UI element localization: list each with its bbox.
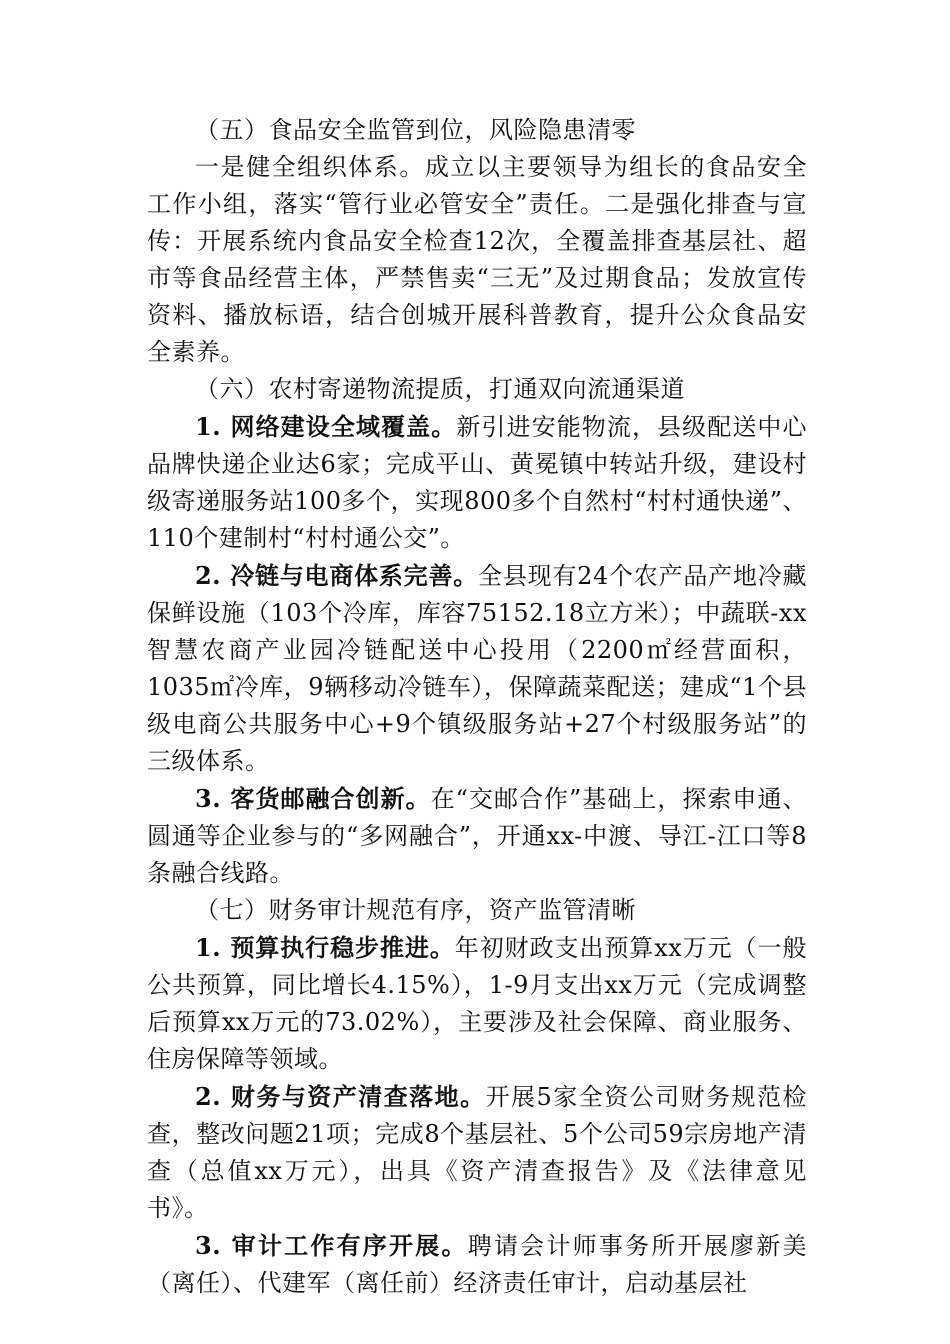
item-body: 在“交邮合作”基础上，探索申通、圆通等企业参与的“多网融合”，开通xx-中渡、导江-江口等8条融合线路。 — [147, 785, 807, 887]
item-body: 聘请会计师事务所开展廖新美（离任）、代建军（离任前）经济责任审计，启动基层社 — [147, 1232, 807, 1297]
section-5-heading: （五）食品安全监管到位，风险隐患清零 — [195, 116, 636, 144]
item-body: 新引进安能物流，县级配送中心品牌快递企业达6家；完成平山、黄冕镇中转站升级，建设村级寄递服务站100多个，实现800多个自然村“村村通快递”、110个建制村“村村通公交”。 — [147, 413, 808, 552]
section-6-item-1 — [147, 408, 807, 557]
item-title: 2. 冷链与电商体系完善。 — [195, 561, 479, 590]
item-body: 开展5家全资公司财务规范检查，整改问题21项；完成8个基层社、5个公司59宗房地产清查（总值xx万元），出具《资产清查报告》及《法律意见书》。 — [147, 1083, 807, 1222]
item-title: 3. 审计工作有序开展。 — [195, 1231, 468, 1260]
section-5-paragraph: 一是健全组织体系。成立以主要领导为组长的食品安全工作小组，落实“管行业必管安全”责任。二是强化排查与宣传：开展系统内食品安全检查12次，全覆盖排查基层社、超市等食品经营主体，严禁售卖“三无”及过期食品；发放宣传资料、播放标语，结合创城开展科普教育，提升公众食品安全素养。 — [147, 153, 807, 366]
section-6-item-3 — [147, 780, 807, 892]
section-7-item-1 — [147, 929, 807, 1078]
item-title: 2. 财务与资产清查落地。 — [195, 1082, 486, 1111]
document-body — [147, 112, 807, 1302]
section-7-item-2 — [147, 1078, 807, 1227]
item-body: 全县现有24个农产品产地冷藏保鲜设施（103个冷库，库容75152.18立方米）；中蔬联-xx智慧农商产业园冷链配送中心投用（2200㎡经营面积，1035㎡冷库，9辆移动冷链车），保障蔬菜配送；建成“1个县级电商公共服务中心+9个镇级服务站+27个村级服务站”的三级体系。 — [147, 562, 807, 775]
item-title: 3. 客货邮融合创新。 — [195, 784, 431, 813]
section-6-item-2 — [147, 557, 807, 780]
section-7-item-3 — [147, 1227, 807, 1302]
section-6-heading: （六）农村寄递物流提质，打通双向流通渠道 — [195, 375, 685, 403]
item-body: 年初财政支出预算xx万元（一般公共预算，同比增长4.15%），1-9月支出xx万元（完成调整后预算xx万元的73.02%），主要涉及社会保障、商业服务、住房保障等领域。 — [147, 934, 807, 1073]
item-title: 1. 网络建设全域覆盖。 — [195, 412, 457, 441]
section-7-heading: （七）财务审计规范有序，资产监管清晰 — [195, 896, 636, 924]
item-title: 1. 预算执行稳步推进。 — [195, 933, 455, 962]
